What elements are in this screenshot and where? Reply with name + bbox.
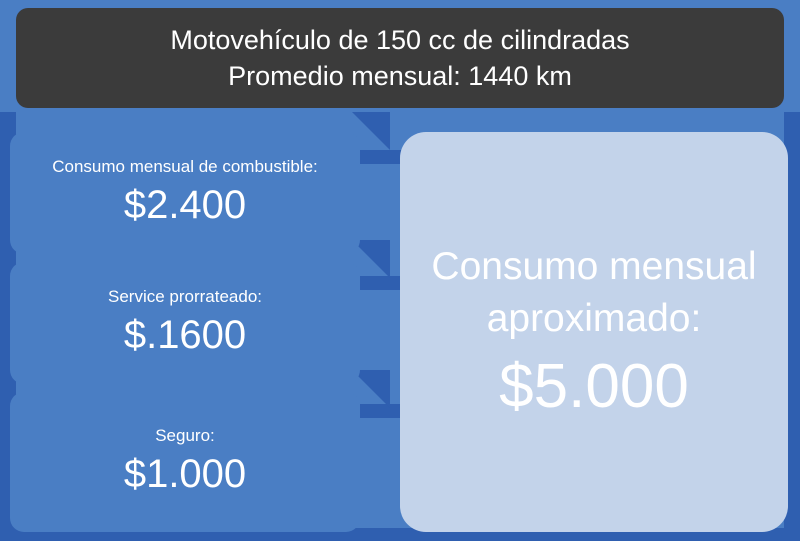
cost-card-insurance-value: $1.000 — [123, 452, 247, 496]
total-panel — [400, 132, 788, 532]
decorative-stripe-upper — [360, 150, 404, 164]
cost-card-insurance — [10, 392, 360, 532]
total-panel-value: $5.000 — [499, 352, 689, 421]
cost-card-fuel — [10, 132, 360, 254]
cost-card-fuel-value: $2.400 — [123, 183, 247, 227]
header-banner — [16, 8, 784, 108]
header-title-line-2: Promedio mensual: 1440 km — [228, 61, 572, 91]
cost-card-fuel-label: Consumo mensual de combustible: — [52, 157, 318, 176]
cost-card-service — [10, 262, 360, 384]
header-title-line-1: Motovehículo de 150 cc de cilindradas — [170, 25, 630, 55]
total-panel-label: Consumo mensual aproximado: — [431, 245, 757, 340]
decorative-stripe-mid — [360, 276, 404, 290]
cost-card-service-label: Service prorrateado: — [107, 287, 263, 306]
cost-card-service-value: $.1600 — [123, 313, 247, 357]
cost-card-insurance-label: Seguro: — [155, 426, 215, 445]
